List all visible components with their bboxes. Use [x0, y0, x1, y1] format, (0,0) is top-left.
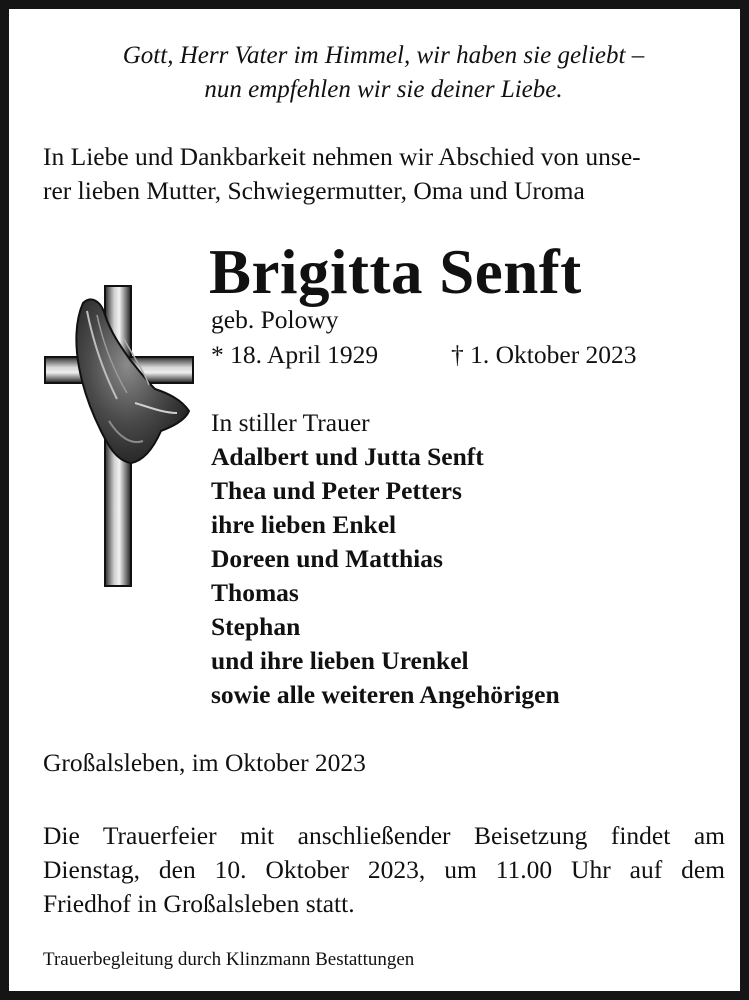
intro-text [43, 140, 725, 208]
mourner-line: sowie alle weiteren Angehörigen [211, 680, 560, 709]
motto [29, 39, 738, 107]
funeral-line-3: Friedhof in Großalsleben statt. [43, 889, 355, 918]
birth-name: geb. Polowy [211, 305, 339, 334]
birth-date: * 18. April 1929 [211, 340, 379, 369]
undertaker-credit: Trauerbegleitung durch Klinzmann Bestattungen [43, 949, 415, 970]
mourner-line: Stephan [211, 612, 301, 641]
death-date: † 1. Oktober 2023 [451, 340, 637, 369]
mourner-line: Thomas [211, 578, 299, 607]
cross-with-praying-hands-icon [39, 281, 199, 591]
deceased-name: Brigitta Senft [209, 237, 582, 307]
mourners-intro: In stiller Trauer [211, 408, 370, 437]
mourners-list [211, 406, 560, 712]
place-and-date: Großalsleben, im Oktober 2023 [43, 748, 366, 777]
mourner-line: Doreen und Matthias [211, 544, 443, 573]
intro-line-1: In Liebe und Dankbarkeit nehmen wir Abschied von unse- [43, 142, 641, 171]
mourner-line: und ihre lieben Urenkel [211, 646, 469, 675]
funeral-details [43, 819, 725, 921]
motto-line-2: nun empfehlen wir sie deiner Liebe. [204, 76, 563, 103]
motto-line-1: Gott, Herr Vater im Himmel, wir haben sie geliebt – [122, 42, 645, 69]
funeral-line-1: Die Trauerfeier mit anschließender Beisetzung findet am [43, 821, 725, 850]
life-dates [211, 338, 637, 372]
mourner-line: Thea und Peter Petters [211, 476, 462, 505]
mourner-line: Adalbert und Jutta Senft [211, 442, 484, 471]
funeral-line-2: Dienstag, den 10. Oktober 2023, um 11.00 Uhr auf dem [43, 855, 725, 884]
mourner-line: ihre lieben Enkel [211, 510, 397, 539]
intro-line-2: rer lieben Mutter, Schwiegermutter, Oma und Uroma [43, 176, 585, 205]
